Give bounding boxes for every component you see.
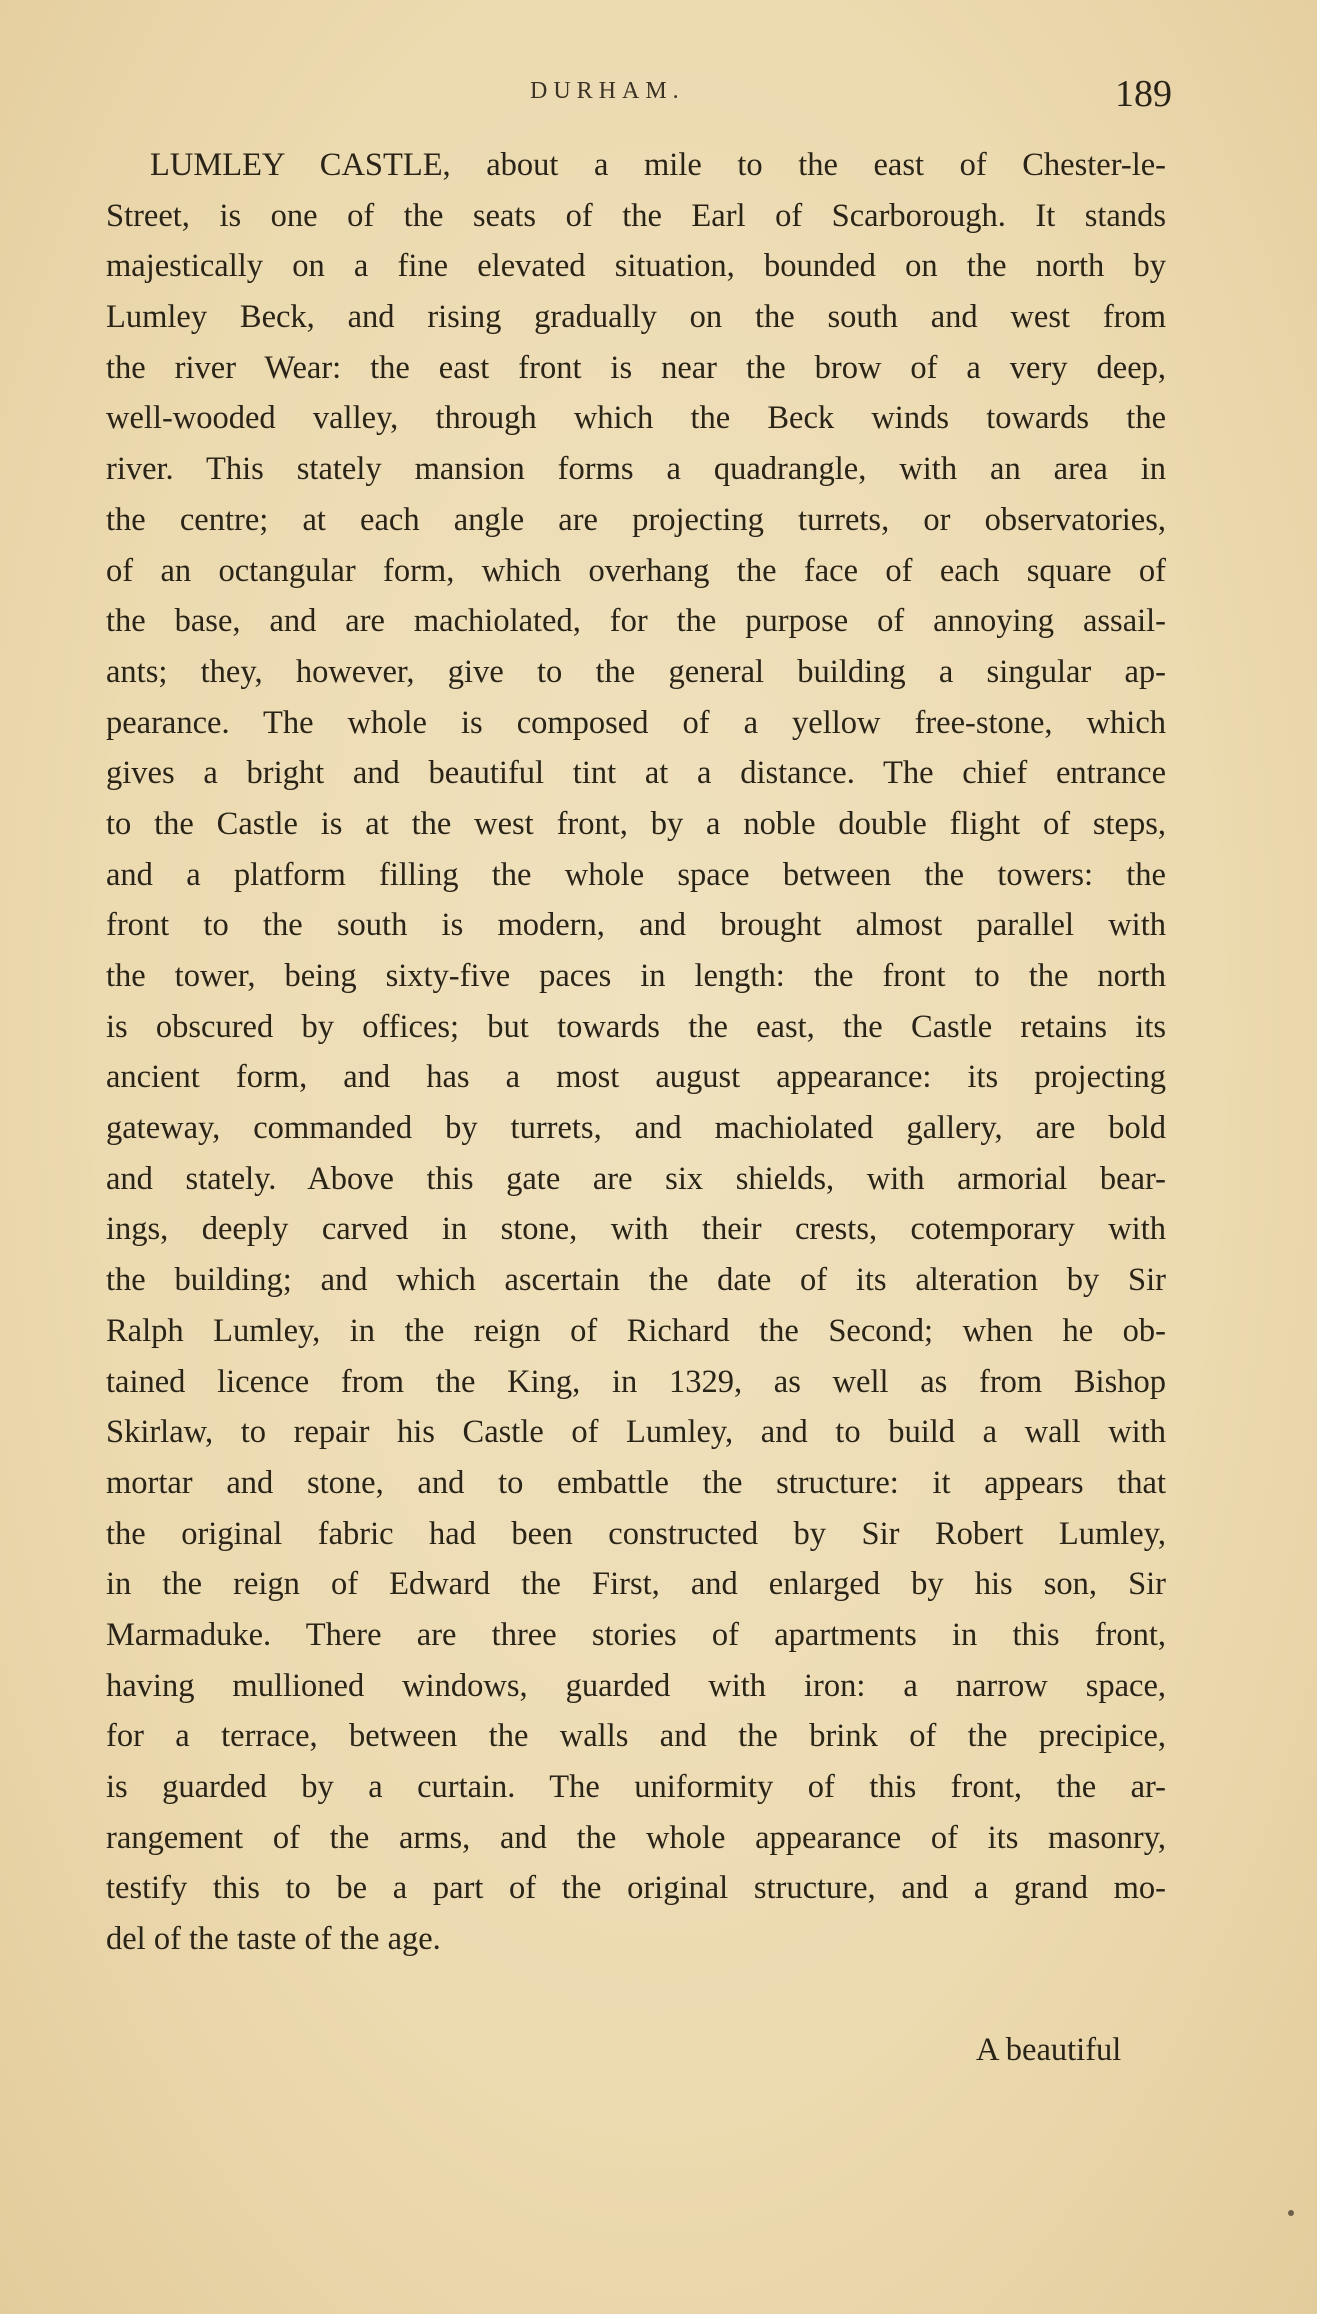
text-line: having mullioned windows, guarded with iron: a narrow space, xyxy=(106,1667,1166,1704)
text-line: to the Castle is at the west front, by a noble double flight of steps, xyxy=(106,805,1166,842)
text-line: Skirlaw, to repair his Castle of Lumley, and to build a wall with xyxy=(106,1414,1166,1451)
text-line: LUMLEY CASTLE, about a mile to the east of Chester-le- xyxy=(150,147,1166,183)
text-line: del of the taste of the age. xyxy=(106,1921,441,1958)
text-line: ings, deeply carved in stone, with their crests, cotemporary with xyxy=(106,1211,1166,1248)
text-line: ancient form, and has a most august appearance: its projecting xyxy=(106,1059,1166,1096)
text-line: the centre; at each angle are projecting turrets, or observatories, xyxy=(106,501,1166,538)
text-line: Street, is one of the seats of the Earl of Scarborough. It stands xyxy=(106,197,1166,234)
text-line: Marmaduke. There are three stories of apartments in this front, xyxy=(106,1616,1166,1653)
text-line: well-wooded valley, through which the Beck winds towards the xyxy=(106,400,1166,437)
text-line: of an octangular form, which overhang the face of each square of xyxy=(106,552,1166,589)
text-line: the base, and are machiolated, for the purpose of annoying assail- xyxy=(106,603,1166,640)
running-head-title: DURHAM. xyxy=(530,78,685,104)
text-line: river. This stately mansion forms a quadrangle, with an area in xyxy=(106,451,1166,488)
text-line: tained licence from the King, in 1329, as well as from Bishop xyxy=(106,1363,1166,1400)
text-line: the building; and which ascertain the date of its alteration by Sir xyxy=(106,1262,1166,1299)
text-line: rangement of the arms, and the whole appearance of its masonry, xyxy=(106,1819,1166,1856)
catchword: A beautiful xyxy=(976,2032,1122,2068)
text-line: in the reign of Edward the First, and enlarged by his son, Sir xyxy=(106,1566,1166,1603)
text-line: the original fabric had been constructed by Sir Robert Lumley, xyxy=(106,1515,1166,1552)
text-line: ants; they, however, give to the general building a singular ap- xyxy=(106,653,1166,690)
text-line: the river Wear: the east front is near the brow of a very deep, xyxy=(106,349,1166,386)
text-line: is obscured by offices; but towards the east, the Castle retains its xyxy=(106,1008,1166,1045)
text-line: pearance. The whole is composed of a yellow free-stone, which xyxy=(106,704,1166,741)
page-number: 189 xyxy=(1115,73,1172,115)
text-line: and stately. Above this gate are six shields, with armorial bear- xyxy=(106,1160,1166,1197)
text-line: for a terrace, between the walls and the brink of the precipice, xyxy=(106,1718,1166,1755)
text-line: gives a bright and beautiful tint at a distance. The chief entrance xyxy=(106,755,1166,792)
running-head xyxy=(0,72,1317,122)
text-line: Lumley Beck, and rising gradually on the south and west from xyxy=(106,299,1166,336)
text-line: testify this to be a part of the original structure, and a grand mo- xyxy=(106,1870,1166,1907)
body-paragraph xyxy=(106,140,1166,1965)
text-line: gateway, commanded by turrets, and machiolated gallery, are bold xyxy=(106,1110,1166,1147)
text-line: and a platform filling the whole space between the towers: the xyxy=(106,856,1166,893)
text-line: mortar and stone, and to embattle the structure: it appears that xyxy=(106,1464,1166,1501)
text-line: front to the south is modern, and brought almost parallel with xyxy=(106,907,1166,944)
ink-speck xyxy=(1288,2210,1294,2216)
text-line: majestically on a fine elevated situation, bounded on the north by xyxy=(106,248,1166,285)
text-line: is guarded by a curtain. The uniformity of this front, the ar- xyxy=(106,1769,1166,1805)
text-line: the tower, being sixty-five paces in length: the front to the north xyxy=(106,958,1166,994)
text-line: Ralph Lumley, in the reign of Richard the Second; when he ob- xyxy=(106,1312,1166,1349)
